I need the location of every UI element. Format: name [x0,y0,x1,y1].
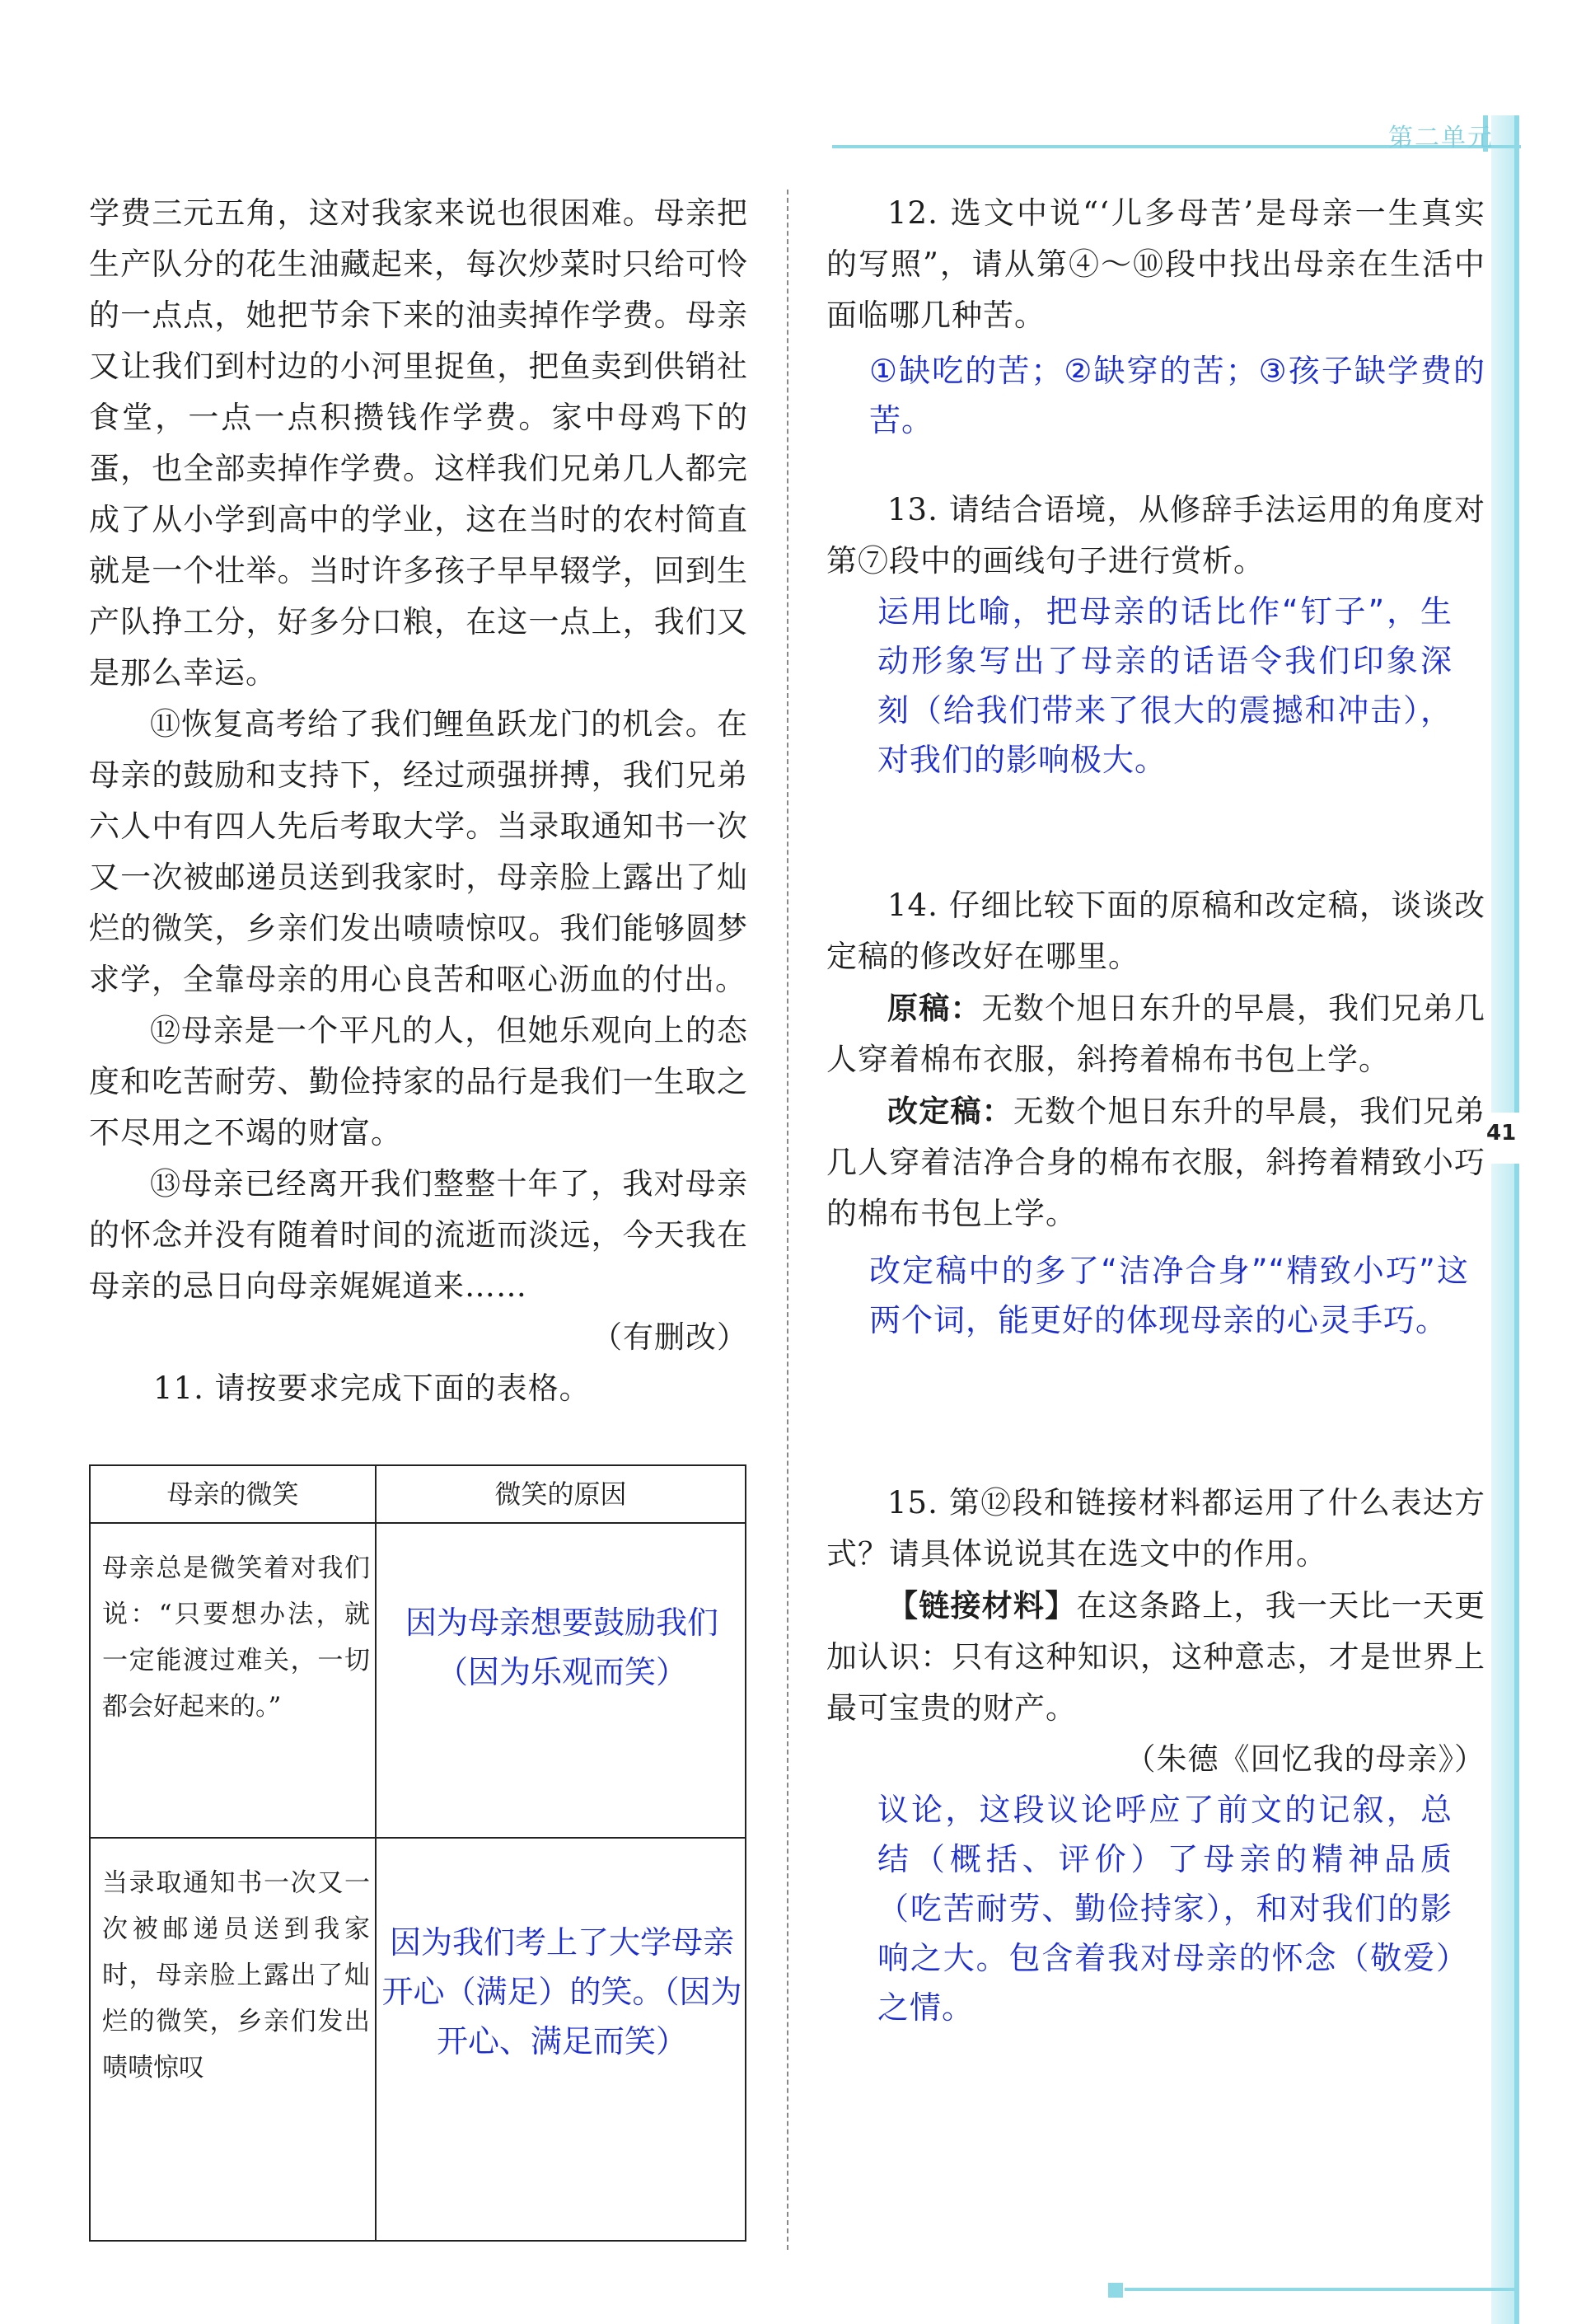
answer-13: 运用比喻，把母亲的话比作“钉子”，生动形象写出了母亲的话语令我们印象深刻（给我们带来了很大的震撼和冲击），对我们的影响极大。 [877,593,1453,778]
side-decor-bar [1491,115,1516,2324]
link-source: （朱德《回忆我的母亲》） [1125,1741,1485,1777]
unit-label: 第二单元 [1388,124,1494,152]
bottom-marker [1108,2283,1123,2298]
question-15: 15. 第⑫段和链接材料都运用了什么表达方式？请具体说说其在选文中的作用。 [826,1485,1485,1572]
revised-label: 改定稿： [887,1093,1013,1129]
answer-12: ①缺吃的苦；②缺穿的苦；③孩子缺学费的苦。 [869,353,1485,438]
question-13-block [826,485,1485,785]
table-cell-situation: 当录取通知书一次又一次被邮递员送到我家时，母亲脸上露出了灿烂的微笑，乡亲们发出啧啧惊叹 [102,1868,370,2083]
question-12: 12. 选文中说“‘儿多母苦’是母亲一生真实的写照”，请从第④～⑩段中找出母亲在生活中面临哪几种苦。 [826,195,1485,333]
passage-paragraph: ⑬母亲已经离开我们整整十年了，我对母亲的怀念并没有随着时间的流逝而淡远，今天我在母亲的忌日向母亲娓娓道来…… [89,1166,748,1304]
question-12-block [826,188,1485,445]
side-decor-edge [1514,115,1519,2324]
left-column [89,188,748,1414]
table-cell-answer: 因为母亲想要鼓励我们（因为乐观而笑） [405,1605,718,1690]
column-divider [787,190,788,2250]
table-cell-answer: 因为我们考上了大学母亲开心（满足）的笑。（因为开心、满足而笑） [381,1924,742,2059]
question-14: 14. 仔细比较下面的原稿和改定稿，谈谈改定稿的修改好在哪里。 [826,888,1485,974]
table-divider [375,1466,377,2240]
edit-note: （有删改） [592,1319,748,1355]
bottom-rule [1125,2288,1516,2291]
passage-paragraph: 学费三元五角，这对我家来说也很困难。母亲把生产队分的花生油藏起来，每次炒菜时只给可怜的一点点，她把节余下来的油卖掉作学费。母亲又让我们到村边的小河里捉鱼，把鱼卖到供销社食堂，一点一点积攒钱作学费。家中母鸡下的蛋，也全部卖掉作学费。这样我们兄弟几人都完成了从小学到高中的学业，这在当时的农村简直就是一个壮举。当时许多孩子早早辍学，回到生产队挣工分，好多分口粮，在这一点上，我们又是那么幸运。 [89,195,748,691]
question-13: 13. 请结合语境，从修辞手法运用的角度对第⑦段中的画线句子进行赏析。 [826,492,1485,579]
link-label: 【链接材料】 [887,1587,1077,1624]
passage-paragraph: ⑫母亲是一个平凡的人，但她乐观向上的态度和吃苦耐劳、勤俭持家的品行是我们一生取之不尽用之不竭的财富。 [89,1013,748,1150]
answer-15: 议论，这段议论呼应了前文的记叙，总结（概括、评价）了母亲的精神品质（吃苦耐劳、勤俭持家），和对我们的影响之大。包含着我对母亲的怀念（敬爱）之情。 [877,1792,1453,2026]
revised-text: 无数个旭日东升的早晨，我们兄弟几人穿着洁净合身的棉布衣服，斜挎着精致小巧的棉布书包上学。 [826,1094,1486,1231]
passage-paragraph: ⑪恢复高考给了我们鲤鱼跃龙门的机会。在母亲的鼓励和支持下，经过顽强拼搏，我们兄弟六人中有四人先后考取大学。当录取通知书一次又一次被邮递员送到我家时，母亲脸上露出了灿烂的微笑，乡亲们发出啧啧惊叹。我们能够圆梦求学，全靠母亲的用心良苦和呕心沥血的付出。 [89,706,748,997]
link-text: 在这条路上，我一天比一天更加认识：只有这种知识，这种意志，才是世界上最可宝贵的财产。 [826,1588,1486,1726]
answer-14: 改定稿中的多了“洁净合身”“精致小巧”这两个词，能更好的体现母亲的心灵手巧。 [869,1253,1469,1338]
table-row-divider [91,1837,745,1839]
table-header-reason: 微笑的原因 [377,1466,745,1524]
orig-label: 原稿： [887,990,982,1026]
table-header-smile: 母亲的微笑 [91,1466,375,1524]
table-cell-situation: 母亲总是微笑着对我们说：“只要想办法，就一定能渡过难关，一切都会好起来的。” [102,1553,370,1722]
smile-table [89,1464,746,2242]
orig-text: 无数个旭日东升的早晨，我们兄弟几人穿着棉布衣服，斜挎着棉布书包上学。 [826,991,1486,1077]
question-15-block [826,1478,1485,2032]
question-11: 11. 请按要求完成下面的表格。 [153,1371,591,1406]
question-14-block [826,880,1485,1345]
page-number: 41 [1486,1121,1517,1146]
